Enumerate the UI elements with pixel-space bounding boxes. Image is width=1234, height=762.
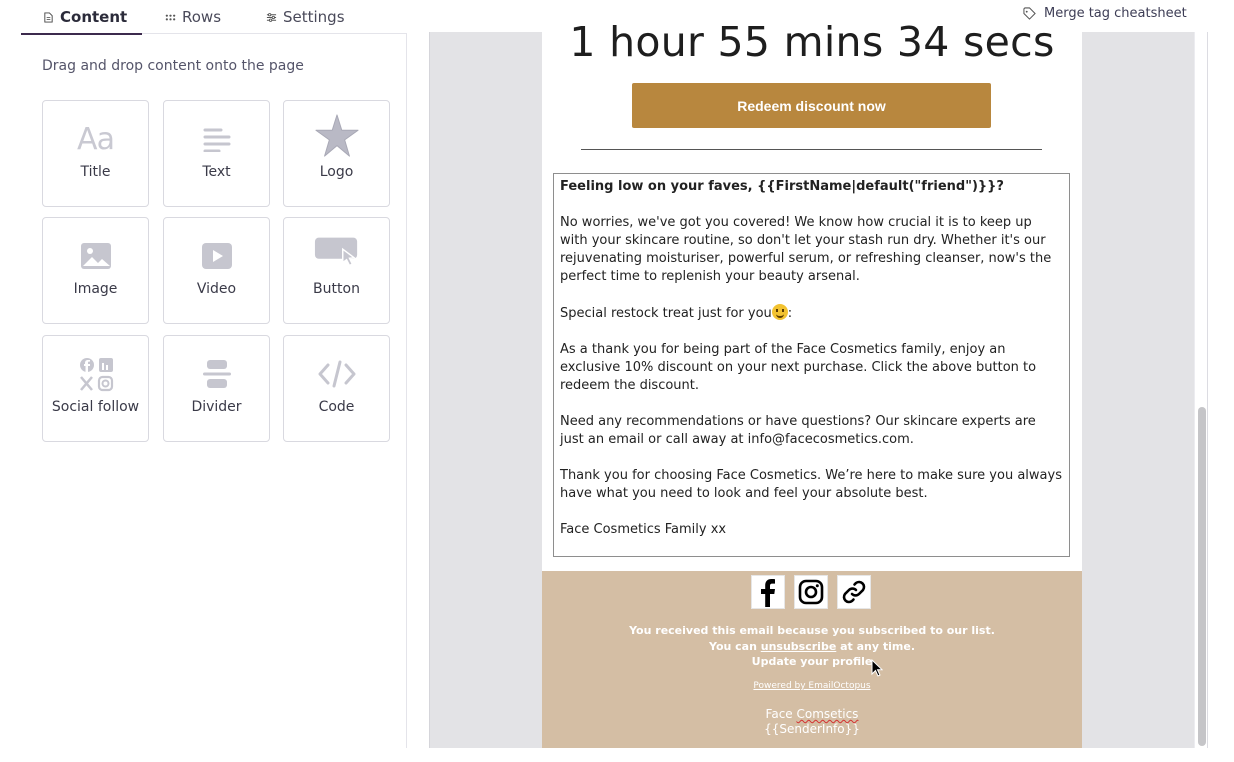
email-text-block[interactable] — [553, 173, 1070, 557]
social-links — [751, 575, 871, 609]
block-video[interactable] — [163, 217, 270, 324]
block-social-follow[interactable] — [42, 335, 149, 442]
title-aa-icon: Aa — [77, 121, 114, 157]
paragraph-2: As a thank you for being part of the Face Cosmetics family, enjoy an exclusive 10% discount on your next purchase. Click the above button to redeem the discount. — [560, 342, 1037, 393]
document-icon — [43, 12, 54, 23]
sliders-icon — [266, 12, 277, 23]
email-footer — [542, 571, 1082, 748]
video-play-icon — [194, 238, 240, 274]
panel-divider — [406, 34, 407, 748]
tab-settings[interactable] — [266, 0, 345, 34]
tab-rows-label: Rows — [182, 8, 222, 26]
block-label: Button — [313, 281, 360, 297]
starfish-logo-icon — [314, 121, 360, 157]
divider-icon — [194, 356, 240, 392]
greeting-text: Feeling low on your faves, {{FirstName|default("friend")}}? — [560, 179, 1004, 194]
button-click-icon — [314, 238, 360, 274]
block-logo[interactable] — [283, 100, 390, 207]
paragraph-1: No worries, we've got you covered! We know how crucial it is to keep up with your skincare routine, so don't let your stash run dry. Whether it's our rejuvenating moisturiser, powerful serum, or refreshing cleanser, now's the perfect time to replenish your beauty arsenal. — [560, 215, 1052, 284]
tab-rows[interactable] — [165, 0, 221, 34]
countdown-timer: 1 hour 55 mins 34 secs — [569, 18, 1055, 66]
sender-name-first: Face — [765, 707, 797, 721]
paragraph-4: Thank you for choosing Face Cosmetics. We’re here to make sure you always have what you need to look and feel your absolute best. — [560, 468, 1062, 501]
footer-subscribed-line: You received this email because you subscribed to our list. — [629, 624, 995, 637]
block-code[interactable] — [283, 335, 390, 442]
block-label: Divider — [191, 399, 242, 415]
tab-content-label: Content — [60, 8, 128, 26]
code-icon — [314, 356, 360, 392]
block-label: Logo — [319, 164, 354, 180]
paragraph-3: Need any recommendations or have questions? Our skincare experts are just an email or call away at info@facecosmetics.com. — [560, 414, 1036, 447]
update-profile-link[interactable]: Update your profile — [751, 655, 873, 668]
special-text: Special restock treat just for you — [560, 306, 772, 321]
grid-dots-icon — [165, 12, 176, 23]
mouse-cursor-icon — [871, 659, 883, 677]
unsub-suffix: at any time. — [836, 640, 916, 653]
tab-settings-label: Settings — [283, 8, 345, 26]
block-label: Image — [73, 281, 118, 297]
editor-tabbar — [21, 0, 407, 34]
block-image[interactable] — [42, 217, 149, 324]
email-divider — [581, 149, 1042, 150]
text-lines-icon — [194, 121, 240, 157]
instagram-icon[interactable] — [794, 575, 828, 609]
block-label: Title — [80, 164, 111, 180]
special-offer-line — [560, 304, 1063, 323]
canvas-right-border — [1207, 32, 1208, 748]
sender-block — [542, 707, 1082, 737]
block-button[interactable] — [283, 217, 390, 324]
block-divider[interactable] — [163, 335, 270, 442]
social-icons-icon — [73, 356, 119, 392]
facebook-icon[interactable] — [751, 575, 785, 609]
image-icon — [73, 238, 119, 274]
redeem-discount-button[interactable]: Redeem discount now — [632, 83, 991, 128]
link-icon[interactable] — [837, 575, 871, 609]
block-text[interactable] — [163, 100, 270, 207]
special-suffix: : — [787, 306, 793, 321]
canvas-scrollbar-thumb[interactable] — [1198, 407, 1206, 746]
block-label: Code — [318, 399, 355, 415]
panel-hint: Drag and drop content onto the page — [42, 58, 304, 74]
block-label: Text — [202, 164, 231, 180]
signoff: Face Cosmetics Family xx — [560, 522, 727, 537]
footer-unsubscribe-line — [542, 639, 1082, 654]
grinning-emoji-icon — [772, 304, 788, 320]
sender-name — [542, 707, 1082, 722]
sender-info: {{SenderInfo}} — [764, 722, 860, 736]
powered-by-link[interactable]: Powered by EmailOctopus — [753, 681, 871, 691]
tab-content[interactable] — [21, 0, 142, 34]
email-body[interactable] — [542, 18, 1082, 748]
merge-tag-label: Merge tag cheatsheet — [1044, 5, 1187, 21]
sender-name-misspelled: Comsetics — [796, 707, 859, 721]
block-title[interactable] — [42, 100, 149, 207]
unsubscribe-link[interactable]: unsubscribe — [760, 640, 837, 653]
block-label: Video — [196, 281, 237, 297]
unsub-prefix: You can — [708, 640, 761, 653]
block-label: Social follow — [51, 399, 140, 415]
